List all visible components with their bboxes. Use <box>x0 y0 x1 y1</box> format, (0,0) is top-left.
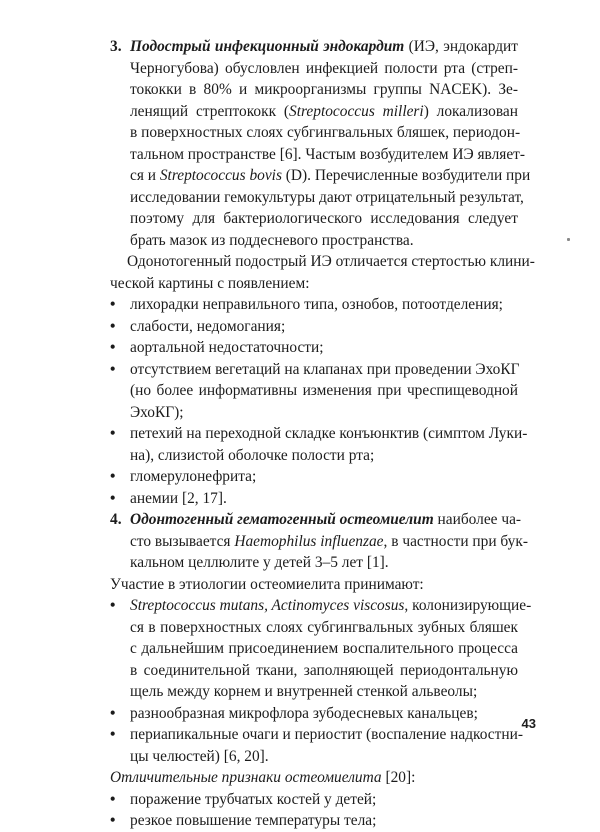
item3-line-3: тококки в 80% и микроорганизмы группы NACEK). Зе- <box>130 81 518 98</box>
item3-line-9: поэтому для бактериологического исследования следует <box>130 210 518 227</box>
item3-title: Подострый инфекционный эндокардит <box>130 38 405 55</box>
list-item-continuation: ся в поверхностных слоях субгингвальных зубных бляшек <box>130 618 518 636</box>
item4-line-2: сто вызывается Haemophilus influenzae, в частности при бук- <box>130 532 528 550</box>
item3-number: 3. <box>110 38 122 55</box>
list-item: • лихорадки неправильного типа, ознобов, потоотделения; <box>110 294 518 316</box>
list-item: • отсутствием вегетаций на клапанах при проведении ЭхоКГ <box>110 359 518 381</box>
list-item: • анемии [2, 17]. <box>110 488 518 510</box>
list-item: • резкое повышение температуры тела; <box>110 810 518 832</box>
item3-line-5: в поверхностных слоях субгингвальных бляшек, периодон- <box>130 124 521 141</box>
list-item-continuation: на), слизистой оболочке полости рта; <box>130 446 375 464</box>
bullet-icon: • <box>110 296 116 313</box>
list-item: • слабости, недомогания; <box>110 316 518 338</box>
bullet-icon: • <box>110 726 116 743</box>
list-item: • гломерулонефрита; <box>110 466 518 488</box>
item3-line-6: тальном пространстве [6]. Частым возбудителем ИЭ являет- <box>130 145 526 163</box>
list-item: • периапикальные очаги и периостит (воспаление надкостни- <box>110 724 518 746</box>
list-item: • аортальной недостаточности; <box>110 337 518 359</box>
item3-line-4: ленящий стрептококк (Streptococcus milleri) локализован <box>130 102 518 120</box>
list-item-continuation: цы челюстей) [6, 20]. <box>130 747 269 765</box>
para3-line-1: Отличительные признаки остеомиелита [20]: <box>110 769 416 786</box>
list-item-continuation: ЭхоКГ); <box>130 403 184 421</box>
item4-number: 4. <box>110 511 122 528</box>
item3-line-2: Черногубова) обусловлен инфекцией полости рта (стреп- <box>130 59 518 77</box>
bullet-icon: • <box>110 812 116 829</box>
item3-line-8: исследовании гемокультуры дают отрицательный результат, <box>130 188 524 206</box>
bullet-icon: • <box>110 360 116 378</box>
item3-line-10: брать мазок из поддесневого пространства. <box>130 231 414 249</box>
bullet-icon: • <box>110 597 116 614</box>
bullet-icon: • <box>110 317 116 335</box>
bullet-icon: • <box>110 704 116 722</box>
bullet-icon: • <box>110 425 116 442</box>
para2-line-1: Участие в этиологии остеомиелита принимают: <box>110 575 424 593</box>
list-item-continuation: с дальнейшим присоединением воспалительного процесса <box>130 640 518 657</box>
item3-line-7: ся и Streptococcus bovis (D). Перечисленные возбудители при <box>130 167 531 184</box>
item4-line-1: 4. Одонтогенный гематогенный остеомиелит наиболее ча- <box>110 509 518 531</box>
list-item-continuation: в соединительной ткани, заполняющей периодонтальную <box>130 661 518 679</box>
bullet-icon: • <box>110 489 116 507</box>
list-item-continuation: (но более информативны изменения при чреспищеводной <box>130 382 518 399</box>
list-item-continuation: щель между корнем и внутренней стенкой альвеолы; <box>130 683 478 700</box>
para1-line-1: Одонотогенный подострый ИЭ отличается стертостью клини- <box>127 253 535 270</box>
item3-line-1: 3. Подострый инфекционный эндокардит (ИЭ, эндокардит <box>110 36 518 58</box>
bullet-icon: • <box>110 339 116 356</box>
item4-title: Одонтогенный гематогенный остеомиелит <box>130 511 434 528</box>
list-item: • Streptococcus mutans, Actinomyces viscosus, колонизирующие- <box>110 595 518 617</box>
list-item: • петехий на переходной складке конъюнктив (симптом Луки- <box>110 423 518 445</box>
bullet-icon: • <box>110 468 116 485</box>
page-number: 43 <box>521 716 536 731</box>
para1-line-2: ческой картины с появлением: <box>110 274 310 292</box>
item4-line-3: кальном целлюлите у детей 3–5 лет [1]. <box>130 554 389 571</box>
bullet-icon: • <box>110 790 116 808</box>
list-item: • поражение трубчатых костей у детей; <box>110 789 518 811</box>
list-item: • разнообразная микрофлора зубодесневых канальцев; <box>110 703 518 725</box>
scan-speck <box>567 238 570 241</box>
